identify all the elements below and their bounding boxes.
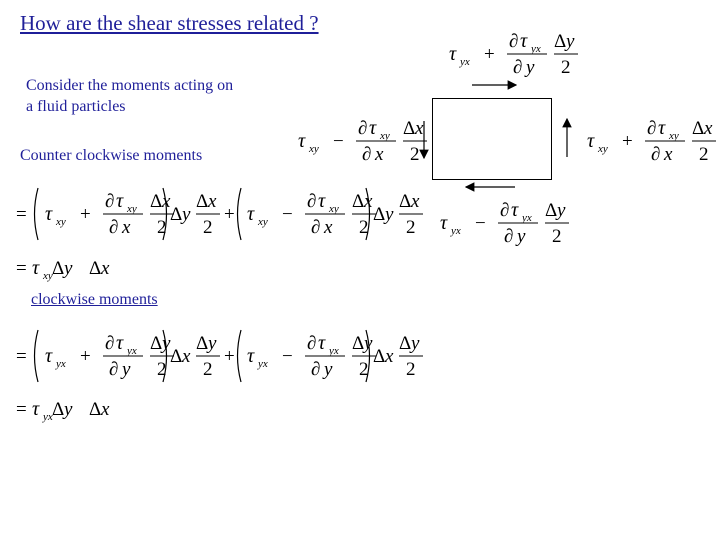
delta-symbol: Δ [150,191,163,212]
number: 2 [359,217,369,238]
delta-symbol: Δ [399,333,412,354]
number: 2 [406,359,416,380]
minus-sign: − [475,213,486,234]
variable: y [122,359,131,380]
partial-symbol: ∂ [307,333,317,354]
subscript: yx [460,56,470,68]
left-paren [238,330,242,382]
tau-symbol: τ [45,203,53,225]
number: 2 [699,144,709,165]
number: 2 [359,359,369,380]
subscript: xy [309,143,319,155]
variable: x [162,191,171,212]
number: 2 [410,144,420,165]
delta-symbol: Δ [554,31,567,52]
equals-sign: = [16,346,27,367]
plus-sign: + [80,204,91,225]
minus-sign: − [333,131,344,152]
partial-symbol: ∂ [109,217,119,238]
tau-symbol: τ [32,257,40,279]
subscript: xy [380,130,390,142]
tau-symbol: τ [116,332,124,354]
subscript: yx [522,212,532,224]
variable: y [162,333,171,354]
variable: y [526,57,535,78]
left-paren [35,330,39,382]
minus-sign: − [282,204,293,225]
variable: x [182,346,191,367]
tau-symbol: τ [587,130,595,152]
number: 2 [203,359,213,380]
partial-symbol: ∂ [307,191,317,212]
delta-symbol: Δ [352,191,365,212]
subscript: xy [669,130,679,142]
variable: y [411,333,420,354]
plus-sign: + [484,44,495,65]
delta-symbol: Δ [52,399,65,420]
tau-symbol: τ [247,203,255,225]
delta-symbol: Δ [170,346,183,367]
number: 2 [203,217,213,238]
subscript: yx [56,358,66,370]
number: 2 [157,359,167,380]
variable: x [704,118,713,139]
variable: x [101,399,110,420]
partial-symbol: ∂ [651,144,661,165]
delta-symbol: Δ [196,333,209,354]
variable: y [64,399,73,420]
partial-symbol: ∂ [311,217,321,238]
partial-symbol: ∂ [513,57,523,78]
subscript: yx [43,411,53,423]
subscript: xy [258,216,268,228]
tau-symbol: τ [247,345,255,367]
partial-symbol: ∂ [358,118,368,139]
intro-line-2: a fluid particles [26,98,126,115]
plus-sign: + [622,131,633,152]
delta-symbol: Δ [196,191,209,212]
slide-title: How are the shear stresses related ? [20,11,319,35]
delta-symbol: Δ [52,258,65,279]
variable: x [385,346,394,367]
partial-symbol: ∂ [362,144,372,165]
delta-symbol: Δ [403,118,416,139]
plus-sign: + [224,346,235,367]
delta-symbol: Δ [373,346,386,367]
partial-symbol: ∂ [500,200,510,221]
tau-symbol: τ [318,190,326,212]
variable: x [415,118,424,139]
left-paren [238,188,242,240]
number: 2 [552,226,562,247]
subscript: yx [329,345,339,357]
ccw-moments-heading: Counter clockwise moments [20,147,203,164]
variable: x [364,191,373,212]
partial-symbol: ∂ [105,333,115,354]
number: 2 [561,57,571,78]
subscript: yx [127,345,137,357]
subscript: yx [258,358,268,370]
variable: y [324,359,333,380]
partial-symbol: ∂ [647,118,657,139]
tau-symbol: τ [520,30,528,52]
subscript: xy [329,203,339,215]
plus-sign: + [80,346,91,367]
equals-sign: = [16,204,27,225]
delta-symbol: Δ [352,333,365,354]
partial-symbol: ∂ [109,359,119,380]
minus-sign: − [282,346,293,367]
partial-symbol: ∂ [311,359,321,380]
tau-symbol: τ [45,345,53,367]
equals-sign: = [16,399,27,420]
variable: y [385,204,394,225]
delta-symbol: Δ [545,200,558,221]
delta-symbol: Δ [89,399,102,420]
variable: x [122,217,131,238]
left-paren [35,188,39,240]
plus-sign: + [224,204,235,225]
subscript: xy [598,143,608,155]
number: 2 [406,217,416,238]
delta-symbol: Δ [399,191,412,212]
delta-symbol: Δ [373,204,386,225]
variable: y [208,333,217,354]
cw-moments-heading: clockwise moments [31,291,158,308]
variable: x [208,191,217,212]
delta-symbol: Δ [150,333,163,354]
delta-symbol: Δ [692,118,705,139]
tau-symbol: τ [449,43,457,65]
variable: x [664,144,673,165]
variable: x [101,258,110,279]
tau-symbol: τ [32,398,40,420]
subscript: xy [56,216,66,228]
variable: y [557,200,566,221]
intro-line-1: Consider the moments acting on [26,77,234,94]
tau-symbol: τ [658,117,666,139]
variable: y [182,204,191,225]
number: 2 [157,217,167,238]
equals-sign: = [16,258,27,279]
partial-symbol: ∂ [105,191,115,212]
partial-symbol: ∂ [509,31,519,52]
subscript: xy [43,270,53,282]
variable: x [375,144,384,165]
tau-symbol: τ [116,190,124,212]
subscript: yx [531,43,541,55]
tau-symbol: τ [298,130,306,152]
tau-symbol: τ [511,199,519,221]
subscript: yx [451,225,461,237]
subscript: xy [127,203,137,215]
variable: y [364,333,373,354]
delta-symbol: Δ [170,204,183,225]
tau-symbol: τ [318,332,326,354]
partial-symbol: ∂ [504,226,514,247]
variable: x [324,217,333,238]
variable: y [64,258,73,279]
variable: y [517,226,526,247]
tau-symbol: τ [440,212,448,234]
variable: x [411,191,420,212]
tau-symbol: τ [369,117,377,139]
variable: y [566,31,575,52]
delta-symbol: Δ [89,258,102,279]
